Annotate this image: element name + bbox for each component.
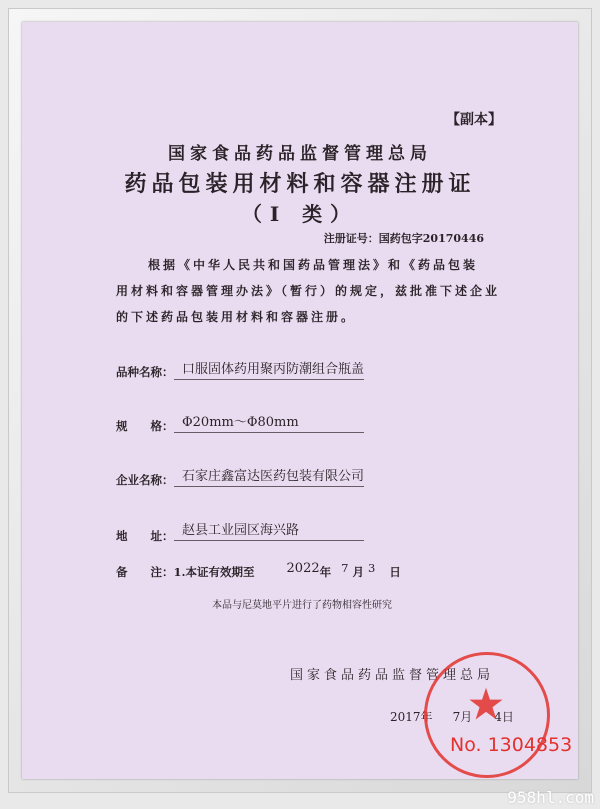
valid-year: 2022 <box>286 561 320 576</box>
product-label: 品种名称： <box>116 365 174 379</box>
spec-value: Φ20mm～Φ80mm <box>182 415 299 430</box>
reg-label: 注册证号： <box>323 232 379 245</box>
note-text: 1.本证有效期至 <box>173 565 255 579</box>
note-line <box>116 561 401 581</box>
note-label: 备 注： <box>116 565 174 579</box>
address-value: 赵县工业园区海兴路 <box>182 523 300 538</box>
address-label: 地 址： <box>116 529 174 543</box>
preamble-line: 用材料和容器管理办法》（暂行）的规定，兹批准下述企业 <box>116 284 501 298</box>
seal-serial: No. 1304853 <box>450 734 573 756</box>
sign-year-char: 年 <box>420 710 433 724</box>
month-char: 月 <box>352 565 364 579</box>
valid-month: 7 <box>341 561 349 575</box>
product-value: 口服固体药用聚丙防潮组合瓶盖 <box>182 362 365 377</box>
valid-day: 3 <box>368 561 376 575</box>
sign-day-char: 日 <box>501 710 514 724</box>
day-char: 日 <box>389 565 401 579</box>
year-char: 年 <box>319 565 332 579</box>
spec-label: 规 格： <box>116 419 174 433</box>
reg-number: 国药包字20170446 <box>378 232 484 245</box>
category: （I 类） <box>241 202 359 226</box>
certificate-paper <box>22 22 578 779</box>
issuer-heading: 国家食品药品监督管理总局 <box>168 144 432 164</box>
sign-year: 2017 <box>390 710 421 724</box>
seal-star-icon <box>468 686 504 722</box>
watermark: 958hl.com <box>507 788 594 807</box>
copy-mark: 【副本】 <box>446 112 502 128</box>
company-value: 石家庄鑫富达医药包装有限公司 <box>182 469 365 484</box>
compatibility-note: 本品与尼莫地平片进行了药物相容性研究 <box>212 600 392 611</box>
preamble-line: 的下述药品包装用材料和容器注册。 <box>116 310 357 324</box>
preamble-line: 根据《中华人民共和国药品管理法》和《药品包装 <box>148 258 479 272</box>
company-label: 企业名称： <box>116 473 174 487</box>
sign-day: 4 <box>494 710 502 724</box>
certificate-title: 药品包装用材料和容器注册证 <box>124 171 476 197</box>
registration-number <box>324 232 484 245</box>
signature-issuer: 国家食品药品监督管理总局 <box>290 668 495 683</box>
sign-month: 7 <box>452 710 461 724</box>
sign-month-char: 月 <box>460 710 473 724</box>
